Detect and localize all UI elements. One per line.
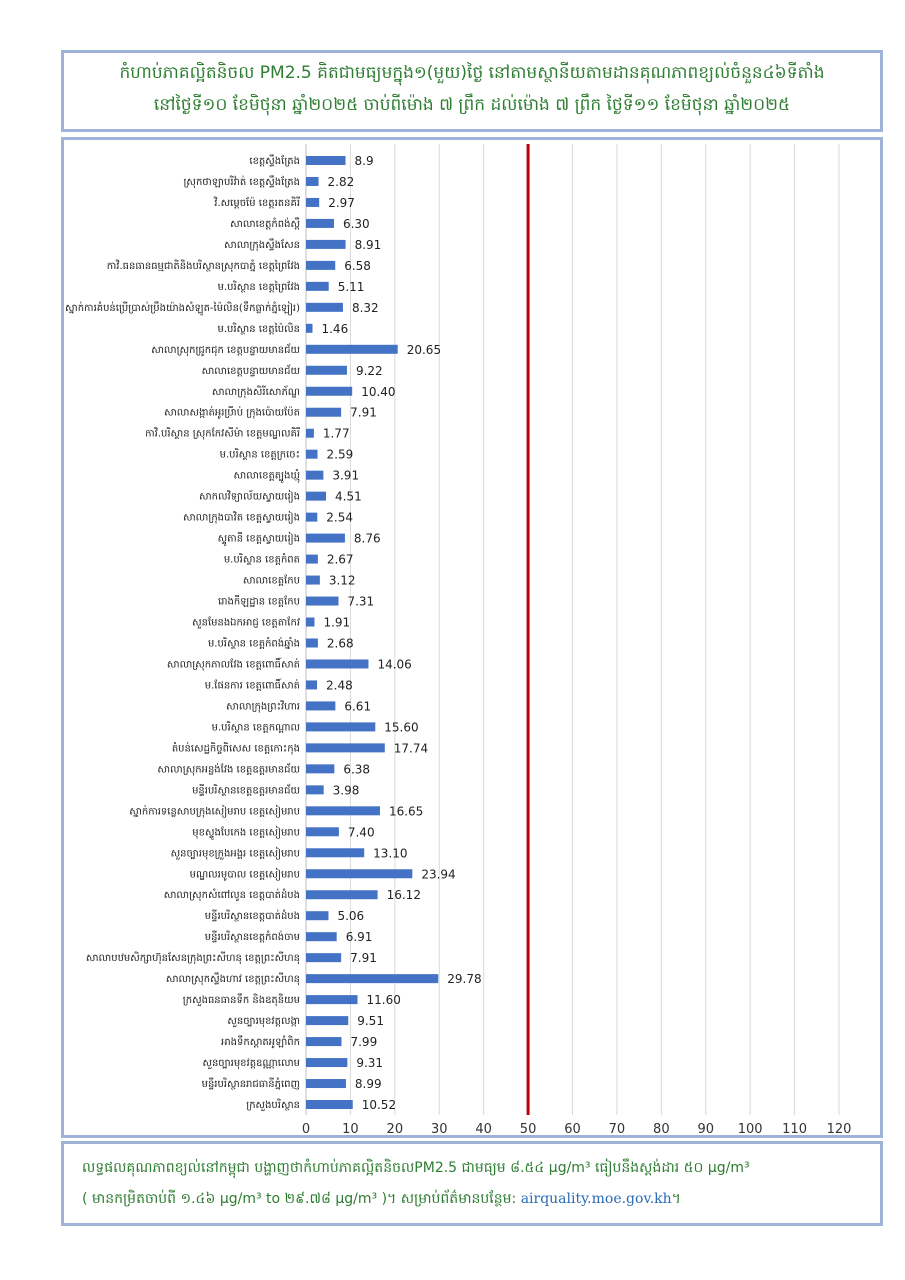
category-label: ស្នាក់ការគំបន់ប្រើប្រាស់ប្រឹងយ៉ាងសំឡូត-ម៉ៃលិន(ទឹកធ្លាក់ភ្នំឡៀរ): [65, 302, 300, 314]
bar: [306, 408, 341, 417]
data-label: 7.91: [350, 405, 377, 420]
category-label: ខេត្តស្ទឹងត្រែង: [249, 155, 300, 167]
bar: [306, 450, 318, 459]
x-tick-label: 30: [430, 1122, 448, 1135]
category-label: រោងកីឡដ្ឋាន ខេត្តកែប: [217, 596, 300, 608]
category-label: កាវិ.ធនធានធម្មជាតិនិងបរិស្ថានស្រុកបាភ្នំ ខេត្តព្រៃវែង: [106, 260, 300, 272]
category-label: សួនមែនងឯកអាជ្ញ ខេត្តតាកែវ: [192, 617, 300, 629]
bar: [306, 701, 335, 710]
bar: [306, 953, 341, 962]
chart-box: [61, 137, 883, 1138]
category-label: សាលាខេត្តកែប: [242, 575, 300, 587]
bar: [306, 680, 317, 689]
x-tick-label: 20: [386, 1122, 404, 1135]
bar: [306, 869, 412, 878]
data-label: 2.82: [327, 174, 355, 189]
category-label: សាលាខេត្តបន្ទាយមានជ័យ: [201, 365, 300, 377]
category-label: សួនច្បារមុខក្រួងអង្គរ ខេត្តសៀមរាប: [170, 848, 300, 860]
data-label: 7.99: [350, 1035, 378, 1050]
bar: [306, 618, 314, 627]
data-label: 2.59: [326, 447, 354, 462]
bar: [306, 1016, 348, 1025]
x-tick-label: 70: [608, 1122, 626, 1135]
data-label: 7.31: [347, 594, 375, 609]
category-label: សាលាក្រុងព្រះវិហារ: [226, 701, 300, 713]
bar: [306, 995, 358, 1004]
data-label: 17.74: [393, 741, 429, 756]
data-label: 6.38: [343, 762, 371, 777]
category-label: មន្ទីរបរិស្ថានខេត្តឧត្តរមានជ័យ: [192, 785, 300, 797]
data-label: 2.67: [326, 552, 354, 567]
data-label: 16.12: [386, 888, 421, 903]
bar: [306, 345, 398, 354]
data-label: 29.78: [447, 972, 482, 987]
data-label: 8.9: [354, 153, 374, 168]
bar: [306, 576, 320, 585]
bar: [306, 261, 335, 270]
category-label: វិ.សម្តេចម៉ែ ខេត្តរតនគិរី: [214, 197, 300, 209]
bar: [306, 282, 329, 291]
data-label: 4.51: [335, 489, 362, 504]
x-tick-label: 60: [564, 1122, 581, 1135]
x-tick-label: 0: [301, 1122, 311, 1135]
data-label: 8.76: [353, 531, 381, 546]
bar: [306, 555, 318, 564]
category-label: ស្ទូតានី ខេត្តស្វាយរៀង: [217, 533, 300, 545]
website-link[interactable]: airquality.moe.gov.kh: [520, 1191, 672, 1207]
data-label: 3.91: [332, 468, 360, 483]
bar: [306, 1100, 353, 1109]
x-tick-label: 10: [342, 1122, 359, 1135]
data-label: 2.54: [326, 510, 354, 525]
category-label: សាលាស្រុកជ្រូកជុក ខេត្តបន្ទាយមានជ័យ: [151, 344, 300, 356]
data-label: 23.94: [421, 867, 456, 882]
bar: [306, 387, 352, 396]
data-label: 5.11: [337, 279, 365, 294]
x-tick-label: 90: [697, 1122, 715, 1135]
bar: [306, 638, 318, 647]
category-label: សាលាខេត្តកំពង់ស្ពឺ: [230, 218, 300, 230]
bar: [306, 240, 346, 249]
bar: [306, 597, 338, 606]
data-label: 16.65: [388, 804, 424, 819]
category-label: សាលាបឋមសិក្សាហ៊ុនសែនក្រុងព្រះសីហនុ ខេត្តព្រះសីហនុ: [85, 953, 300, 965]
pm25-bar-chart: [64, 140, 880, 1135]
bar: [306, 492, 326, 501]
data-label: 20.65: [406, 342, 442, 357]
data-label: 13.10: [373, 846, 408, 861]
category-label: ក្រសួងបរិស្ថាន: [246, 1100, 300, 1112]
x-tick-label: 110: [782, 1122, 807, 1135]
bar: [306, 848, 364, 857]
category-label: សាលាខេត្តត្បូងឃ្មុំ: [233, 470, 300, 482]
category-label: ក្រសួងធនធានទឹក និងឧតុនិយម: [182, 995, 300, 1007]
data-label: 9.31: [356, 1056, 384, 1071]
bar: [306, 1079, 346, 1088]
x-tick-label: 80: [653, 1122, 670, 1135]
data-label: 15.60: [384, 720, 419, 735]
footer-range-text: ( មានកម្រិតចាប់ពី ១.៤៦ µg/m³ to ២៩.៧៨ µg/m³ )។ សម្រាប់ព័ត៌មានបន្ថែម:: [82, 1191, 521, 1207]
category-label: សាលាក្រុងបាវិត ខេត្តស្វាយរៀង: [182, 512, 300, 524]
data-label: 1.91: [323, 615, 351, 630]
bar: [306, 911, 328, 920]
data-label: 2.97: [328, 195, 355, 210]
data-label: 9.22: [355, 363, 383, 378]
data-label: 11.60: [366, 993, 401, 1008]
data-label: 6.91: [345, 930, 373, 945]
x-tick-label: 50: [519, 1122, 537, 1135]
chart-title-line-2: នៅថ្ងៃទី១០ ខែមិថុនា ឆ្នាំ២០២៥ ចាប់ពីម៉ោង ៧ ព្រឹក ដល់ម៉ោង ៧ ព្រឹក ថ្ងៃទី១១ ខែមិថុនា ឆ្នាំ២០២៥: [153, 95, 791, 115]
data-label: 8.32: [351, 300, 379, 315]
category-label: សួនច្បារមុខវត្តលង្កា: [227, 1016, 300, 1028]
bar: [306, 513, 317, 522]
category-label: ស្រុកថាឡាបរិវ៉ាត់ ខេត្តស្ទឹងត្រែង: [183, 176, 300, 188]
footer-end-mark: ។: [671, 1191, 681, 1207]
category-label: ម.បរិស្ថាន ខេត្តប៉ៃលិន: [217, 323, 300, 335]
category-label: មុខស្ទូងបែកេង ខេត្តសៀមរាប: [192, 827, 300, 839]
data-label: 9.51: [357, 1014, 384, 1029]
category-label: ម.ផែនការ ខេត្តពោធិ៍សាត់: [204, 680, 300, 692]
data-label: 8.99: [354, 1077, 382, 1092]
data-label: 6.30: [342, 216, 370, 231]
bar: [306, 659, 368, 668]
data-label: 6.61: [344, 699, 372, 714]
bar: [306, 932, 337, 941]
bar: [306, 366, 347, 375]
bar: [306, 785, 324, 794]
bar: [306, 303, 343, 312]
data-label: 7.91: [350, 951, 377, 966]
footer-box: [61, 1141, 883, 1226]
bar: [306, 722, 375, 731]
footer-summary: លទ្ធផលគុណភាពខ្យល់នៅកម្ពុជា បង្ហាញថាកំហាប់ភាគល្អិតនិចលPM2.5 ជាមធ្យម ៨.៥៤ µg/m³ ធៀបនឹងស្តង់ដារ ៥០ µg/m³: [82, 1160, 750, 1176]
bar: [306, 806, 380, 815]
category-label: សាលាស្រុកភាលវែង ខេត្តពោធិ៍សាត់: [166, 659, 300, 671]
bar: [306, 827, 339, 836]
bar: [306, 743, 385, 752]
bar: [306, 156, 346, 165]
data-label: 5.06: [337, 909, 365, 924]
data-label: 3.98: [332, 783, 360, 798]
category-label: មន្ទីរបរិស្ថានរាជធានីភ្នំពេញ: [201, 1079, 300, 1091]
data-label: 1.77: [322, 426, 350, 441]
data-label: 2.68: [326, 636, 354, 651]
data-label: 3.12: [328, 573, 356, 588]
bar: [306, 534, 345, 543]
bar: [306, 198, 319, 207]
category-label: សាលាស្រុកស្ទឹងហាវ ខេត្តព្រះសីហនុ: [165, 974, 300, 986]
data-label: 8.91: [354, 237, 382, 252]
data-label: 10.40: [361, 384, 396, 399]
bar: [306, 764, 334, 773]
data-label: 10.52: [361, 1098, 397, 1113]
category-label: អាងទឹកស្តាតអូឡាំពិក: [221, 1037, 300, 1049]
category-label: តំបន់សេដ្ឋកិច្ចពិសេស ខេត្តកោះកុង: [171, 743, 300, 755]
bar: [306, 324, 312, 333]
data-label: 7.40: [347, 825, 375, 840]
category-label: សាលាស្រុកអន្លង់វែង ខេត្តឧត្តរមានជ័យ: [157, 764, 300, 776]
category-label: កាវិ.បរិស្ថាន ស្រុកកែវសីម៉ា ខេត្តមណ្ឌលគិរី: [145, 428, 300, 440]
data-label: 14.06: [377, 657, 412, 672]
bar: [306, 890, 378, 899]
category-label: សាកលវិទ្យាល័យស្វាយរៀង: [198, 491, 300, 503]
title-box: [61, 50, 883, 132]
category-label: ម.បរិស្ថាន ខេត្តកំពង់ឆ្នាំង: [207, 638, 300, 650]
x-tick-label: 100: [737, 1122, 763, 1135]
category-label: ស្នាក់ការទន្លេសាបក្រុងសៀមរាប ខេត្តសៀមរាប: [129, 806, 300, 818]
category-label: មណ្ឌលរមូបាល ខេត្តសៀមរាប: [189, 869, 300, 881]
category-label: ម.បរិស្ថាន ខេត្តកណ្តាល: [211, 722, 300, 734]
data-label: 2.48: [326, 678, 353, 693]
bar: [306, 219, 334, 228]
data-label: 1.46: [321, 321, 349, 336]
category-label: សាលាស្រុកសំពៅលូន ខេត្តបាត់ដំបង: [163, 890, 300, 902]
category-label: សាលាក្រុងសិរីសោភ័ណ្ឌ: [211, 386, 300, 398]
chart-title-line-1: កំហាប់ភាគល្អិតនិចល PM2.5 គិតជាមធ្យមក្នុង១(មួយ)ថ្ងៃ នៅតាមស្ថានីយតាមដានគុណភាពខ្យល់ចំនួន៤៦ទីតាំង: [119, 63, 825, 83]
bar: [306, 1058, 347, 1067]
category-label: សួនច្បារមុខវត្តឧណ្ណាលោម: [202, 1058, 300, 1070]
data-label: 6.58: [344, 258, 371, 273]
bar: [306, 974, 438, 983]
category-label: មន្ទីរបរិស្ថានខេត្តកំពង់ចាម: [204, 932, 300, 944]
bar: [306, 1037, 341, 1046]
bar: [306, 177, 319, 186]
category-label: សាលាសង្កាត់អូរប្រីាប់ ក្រុងប៉ោយប៉ែត: [164, 407, 300, 419]
footer-range: [82, 1189, 870, 1210]
category-label: សាលាក្រុងស្ទឹងសែន: [224, 239, 300, 251]
bar: [306, 471, 323, 480]
x-tick-label: 120: [826, 1122, 852, 1135]
category-label: ម.បរិស្ថាន ខេត្តក្រចេះ: [219, 449, 300, 461]
category-label: ម.បរិស្ថាន ខេត្តកំពត: [223, 554, 300, 566]
x-tick-label: 40: [475, 1122, 492, 1135]
bar: [306, 429, 314, 438]
category-label: ម.បរិស្ថាន ខេត្តព្រៃវែង: [217, 281, 300, 293]
category-label: មន្ទីរបរិស្ថានខេត្តបាត់ដំបង: [204, 911, 300, 923]
